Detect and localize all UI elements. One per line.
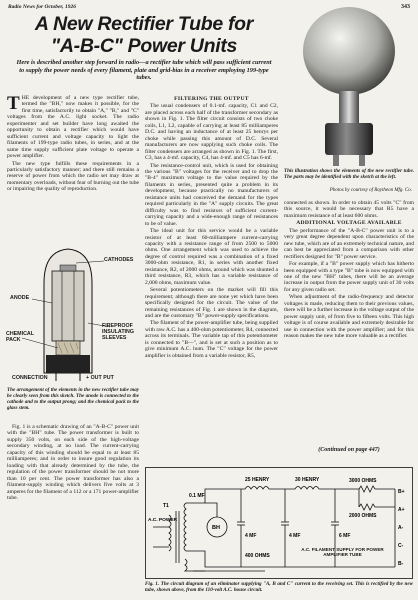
heading-filtering-output: FILTERING THE OUTPUT <box>174 96 249 102</box>
label-b-plus: B+ <box>398 489 405 495</box>
label-cathodes: CATHODES <box>104 257 134 263</box>
column-1-bottom <box>7 424 139 502</box>
label-a-minus: A- <box>398 525 404 531</box>
ac-input-wires <box>153 527 169 547</box>
col3-paragraph-2: The performance of the "A-B-C" power unit is to a very great degree dependent upon characteristics of the new tube, which are of an extremely technical nature, and can best be appreciated from a comparison with other rectifiers designed for "B" power service. <box>284 227 414 260</box>
photo-base <box>325 123 373 155</box>
label-tube: BH <box>212 525 220 531</box>
col3-paragraph-1: connected as shown. In order to obtain 45 volts "C" from this source, it would be necessary that R5 have a maximum resistance of at least 600 ohms. <box>284 200 414 219</box>
publication-header: Radio News for October, 1926 <box>8 4 76 10</box>
resistor-r2 <box>359 504 395 510</box>
column-1-top <box>7 95 139 194</box>
col1-paragraph-1: HE development of a new type rectifier tube, termed the "BH," now makes it possible, for the first time, satisfactorily to obtain "A," "B," and "C" voltages from the A.C. light socket. The radio experimenter and set builder have long awaited the opportunity to obtain a rectifier which would have sufficient current and voltage capacity to light the filaments of 199-type radio tubes, in series, and at the same time supply sufficient plate voltage to operate a power amplifier. <box>7 95 139 160</box>
choke-coils <box>235 487 345 490</box>
schematic-caption: Fig. 1. The circuit diagram of an eliminator supplying "A, B and C" current to the receiving set. This is rectified by the new tube, shown above, from the 110-volt A.C. house circuit. <box>145 581 413 593</box>
label-filament-supply: A.C. FILAMENT SUPPLY FOR POWER AMPLIFIER TUBE <box>301 547 384 558</box>
col2-paragraph-1: The usual condensers of 0.1-mf. capacity, C1 and C2, are placed across each half of the transformer secondary as shown in Fig. 1. The filter circuit consists of two choke coils, L1, L2, capable of carrying at least 85 milliamperes D.C. and having an inductance of at least 25 henrys per choke while passing this amount of D.C. Several manufacturers are now supplying such choke coils. The filter condensers are arranged as shown in Fig. 1. The first, C3, has a 4-mf. capacity, C4, has 4-mf. and C5 has 6-mf. <box>145 103 278 162</box>
photo-credit: Photos by courtesy of Raytheon Mfg. Co. <box>329 188 412 193</box>
transformer-secondary <box>184 503 186 551</box>
photo-stem <box>339 91 359 125</box>
label-output: + OUT PUT <box>86 375 114 381</box>
column-2 <box>145 95 278 360</box>
column-3 <box>284 200 414 341</box>
label-c4: 4 MF <box>289 533 301 539</box>
label-b-minus: B- <box>398 561 404 567</box>
article-intro: Here is described another step forward in radio—a rectifier tube which will pass sufficient current to supply the power needs of every filament, plate and grid-bias in a receiver employing 199-type tubes. <box>16 59 272 82</box>
label-r4: 400 OHMS <box>245 553 270 559</box>
title-line-2: "A-B-C" Power Units <box>50 35 238 57</box>
tube-sketch-figure <box>6 243 140 383</box>
col2-paragraph-2: The resistance-control unit, which is used for obtaining the various "B" voltages for the receiver and to drop the "B-4" maximum voltage to the value required by the filaments in series, presented quite a problem in its development, because practically no manufacturers of resistance units had conceived the demand for the types required particularly in the "A" supply circuits. The great difficulty was to find resistors of sufficient current-carrying capacity and a wide-enough range of resistances to be of value. <box>145 162 278 227</box>
label-choke-2: 30 HENRY <box>295 477 320 483</box>
label-connection: CONNECTION <box>12 375 48 381</box>
label-c-minus: C- <box>398 543 404 549</box>
heading-additional-voltage: ADDITIONAL VOLTAGE AVAILABLE <box>296 220 402 227</box>
col1b-paragraph-1: Fig. 1 is a schematic drawing of an "A-B-C" power unit with the "BH" tube. The power transformer is built to supply 350 volts, on each side of the high-voltage secondary winding, at no load. The current-carrying capacity of this winding should be equal to at least 85 milliamperes; and in order to insure good regulation its loading with that already determined by the tube, the regulation of the power transformer should be not more than 10 per cent. The power transformer has also a filament-supply winding which delivers five volts at 3 amperes for the filament of a 112 or a 171 power-amplifier tube. <box>7 424 139 501</box>
article-title <box>8 13 280 57</box>
photo-caption: This illustration shows the elements of the new rectifier tube. The parts may be identified with the sketch at the left. <box>284 168 414 180</box>
col2-paragraph-5: The filament of the power-amplifier tube, being supplied with raw A.C. has a 400-ohm potentiometer, R4, connected across its terminals. The variable tap of this potentiometer is connected to "B—", and is set at such a position as to give minimum A.C. hum. The "C" voltage for the power amplifier is obtained from a variable resistor, R5, <box>145 320 278 359</box>
col2-paragraph-4: Several potentiometers on the market will fill this requirement; although there are none yet which have been specifically designed for the circuit. The value of the remaining resistances of Fig. 1 are shown in the diagram, and are the customary "B" power-supply specifications. <box>145 287 278 319</box>
tube-base <box>46 355 90 373</box>
label-r2: 2000 OHMS <box>349 513 377 519</box>
label-r1: 3000 OHMS <box>349 478 377 484</box>
label-choke-1: 25 HENRY <box>245 477 270 483</box>
tube-photo-svg <box>287 3 411 168</box>
label-c3: 4 MF <box>245 533 257 539</box>
label-chemical-pack: CHEMICAL PACK <box>6 331 34 343</box>
title-line-1: A New Rectifier Tube for <box>34 13 254 35</box>
schematic-svg <box>145 467 413 579</box>
circuit-schematic <box>145 467 413 579</box>
label-fireproof-sleeves: FIREPROOF INSULATING SLEEVES <box>102 323 134 341</box>
label-t1: T1 <box>163 503 169 509</box>
cathode-cap <box>60 265 76 271</box>
label-anode: ANODE <box>10 295 30 301</box>
rectifier-tube-photo <box>287 3 411 168</box>
tube-sketch-caption: The arrangement of the elements in the new rectifier tube may be clearly seen from this sketch. The anode is connected to the cathode and to the output prong; and the chemical pack to the glass stem. <box>7 387 139 411</box>
col1-paragraph-2: The new type fulfills these requirements in a particularly satisfactory manner; and there still remains a reserve of power from which the radio set may draw at momentary overloads, without fear of burning out the tube or impairing the quality of reproduction. <box>7 160 139 193</box>
page-number: 343 <box>401 4 410 10</box>
resistor-r1 <box>345 486 395 492</box>
label-c1: 0.1 MF <box>189 493 205 499</box>
drop-cap: T <box>7 93 20 114</box>
label-c5: 6 MF <box>339 533 351 539</box>
label-a-plus: A+ <box>398 507 405 513</box>
label-ac-power: A.C. POWER <box>148 518 178 523</box>
col2-paragraph-3: The ideal unit for this service would be a variable resistor of at least 60-milliampere current-carrying capacity with a resistance range of from 2500 to 5000 ohms. One arrangement which was used to achieve the degree of control required was a combination of a fixed 3000-ohm resistance, R1, in series with another fixed resistance, R2, of 2000 ohms, around which was shunted a third resistance, R3, which has a variable resistance of 2,000 ohms, maximum value. <box>145 228 278 286</box>
col3-paragraph-3: For example, if a "B" power supply which has hitherto been equipped with a type "B" tube is now equipped with one of the new "BH" tubes, there will be an average increase in output from the power supply unit of 30 volts for any given radio set. <box>284 261 414 293</box>
continued-note: (Continued on page 447) <box>318 447 380 453</box>
photo-dome <box>303 7 395 95</box>
tube-sketch-svg <box>6 243 140 383</box>
col3-paragraph-4: When adjustment of the radio-frequency and detector voltages is made, reducing them to their previous values, there will be a further increase in the voltage output of the power supply unit, of from five to fifteen volts. This high voltage is of course available and extremely desirable for use in connection with the power amplifier; and for this reason makes the new tube more valuable as a rectifier. <box>284 294 415 340</box>
anode-shell <box>52 271 84 341</box>
